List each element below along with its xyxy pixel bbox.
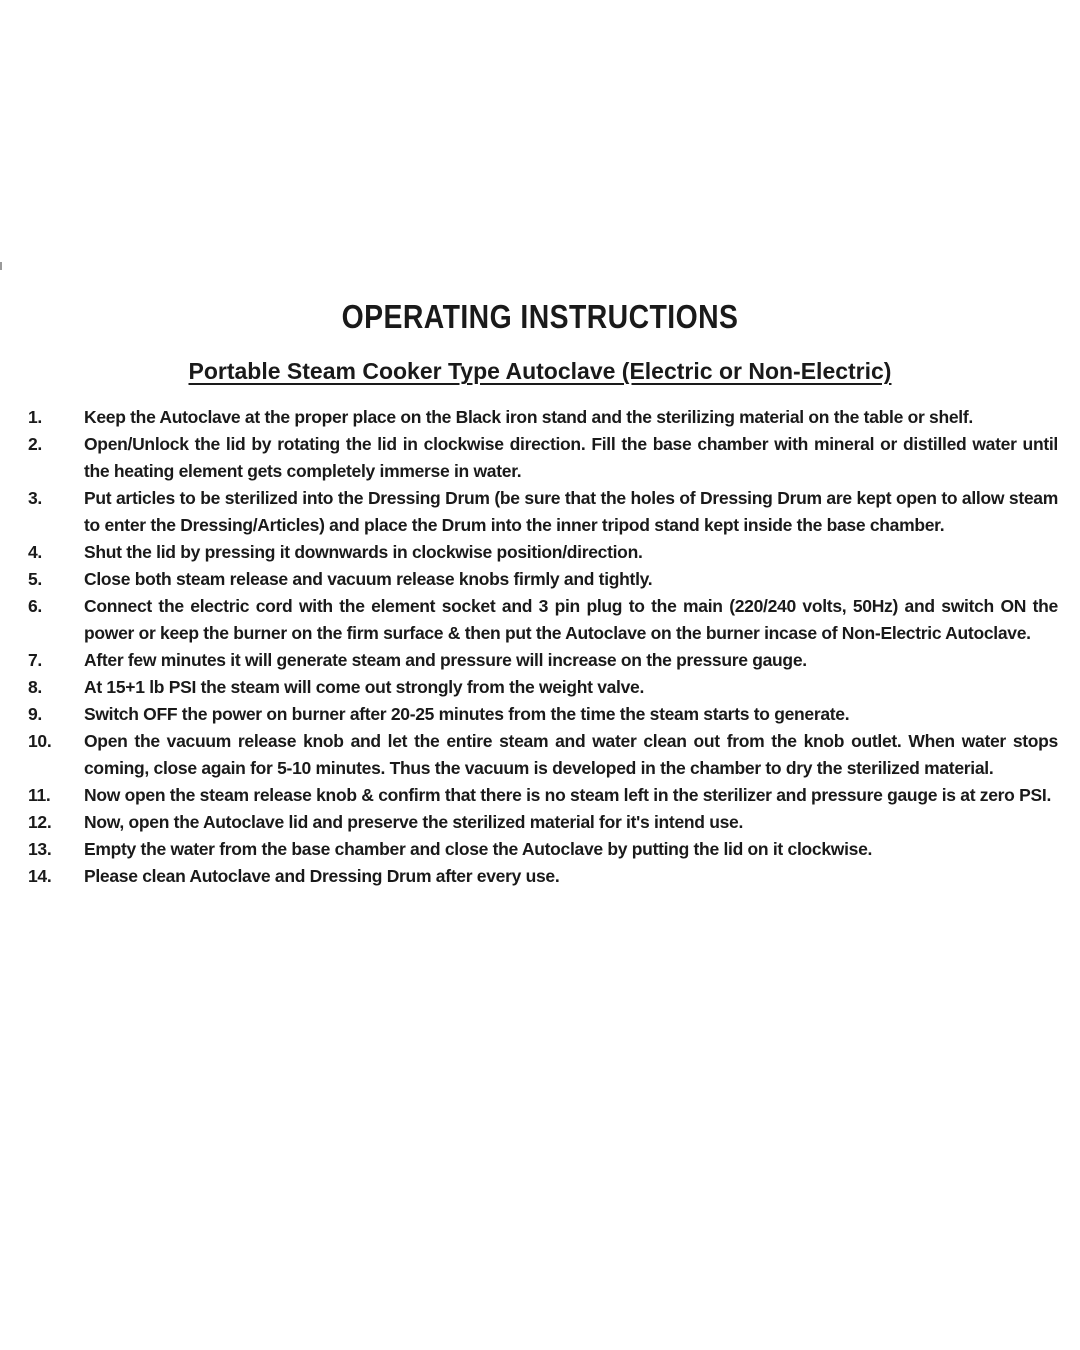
instruction-step-5 <box>28 566 1058 593</box>
step-number: 13. <box>28 839 52 859</box>
instruction-step-6 <box>28 593 1058 647</box>
step-text: Now, open the Autoclave lid and preserve the sterilized material for it's intend use. <box>84 812 744 832</box>
instruction-step-7 <box>28 647 1058 674</box>
step-text: Close both steam release and vacuum release knobs firmly and tightly. <box>84 569 653 589</box>
instruction-step-10 <box>28 728 1058 782</box>
step-text: Now open the steam release knob & confirm that there is no steam left in the sterilizer and pressure gauge is at zero PSI. <box>84 785 1052 805</box>
step-number: 7. <box>28 650 42 670</box>
step-text: At 15+1 lb PSI the steam will come out strongly from the weight valve. <box>84 677 645 697</box>
step-text: Connect the electric cord with the element socket and 3 pin plug to the main (220/240 volts, 50Hz) and switch ON the power or keep the burner on the firm surface & then put the Autoclave on the burner incase of Non-Electric Autoclave. <box>84 596 1058 643</box>
step-text: After few minutes it will generate steam and pressure will increase on the pressure gauge. <box>84 650 807 670</box>
step-text: Empty the water from the base chamber and close the Autoclave by putting the lid on it clockwise. <box>84 839 873 859</box>
instruction-step-13 <box>28 836 1058 863</box>
step-number: 8. <box>28 677 42 697</box>
step-number: 3. <box>28 488 42 508</box>
step-number: 2. <box>28 434 42 454</box>
instruction-step-8 <box>28 674 1058 701</box>
page-subtitle: Portable Steam Cooker Type Autoclave (Electric or Non-Electric) <box>188 358 892 384</box>
instruction-step-2 <box>28 431 1058 485</box>
step-number: 4. <box>28 542 42 562</box>
step-number: 9. <box>28 704 42 724</box>
step-text: Put articles to be sterilized into the Dressing Drum (be sure that the holes of Dressing Drum are kept open to allow steam to enter the Dressing/Articles) and place the Drum into the inner tripod stand kept inside the base chamber. <box>84 488 1058 535</box>
step-text: Shut the lid by pressing it downwards in clockwise position/direction. <box>84 542 643 562</box>
instruction-step-14 <box>28 863 1058 890</box>
edge-mark <box>0 262 2 270</box>
step-text: Switch OFF the power on burner after 20-25 minutes from the time the steam starts to generate. <box>84 704 850 724</box>
step-number: 5. <box>28 569 42 589</box>
instruction-step-12 <box>28 809 1058 836</box>
page-title: OPERATING INSTRUCTIONS <box>341 298 739 335</box>
instruction-step-11 <box>28 782 1058 809</box>
instruction-step-1 <box>28 404 1058 431</box>
step-number: 11. <box>28 785 51 805</box>
instruction-list <box>28 404 1058 890</box>
instruction-step-9 <box>28 701 1058 728</box>
step-text: Please clean Autoclave and Dressing Drum after every use. <box>84 866 560 886</box>
step-text: Open the vacuum release knob and let the entire steam and water clean out from the knob outlet. When water stops coming, close again for 5-10 minutes. Thus the vacuum is developed in the chamber to dry the sterilized material. <box>84 731 1058 778</box>
step-number: 12. <box>28 812 52 832</box>
step-number: 1. <box>28 407 42 427</box>
instruction-step-3 <box>28 485 1058 539</box>
step-number: 14. <box>28 866 52 886</box>
step-number: 6. <box>28 596 42 616</box>
step-text: Open/Unlock the lid by rotating the lid in clockwise direction. Fill the base chamber with mineral or distilled water until the heating element gets completely immerse in water. <box>84 434 1058 481</box>
step-number: 10. <box>28 731 52 751</box>
instruction-step-4 <box>28 539 1058 566</box>
step-text: Keep the Autoclave at the proper place on the Black iron stand and the sterilizing material on the table or shelf. <box>84 407 973 427</box>
